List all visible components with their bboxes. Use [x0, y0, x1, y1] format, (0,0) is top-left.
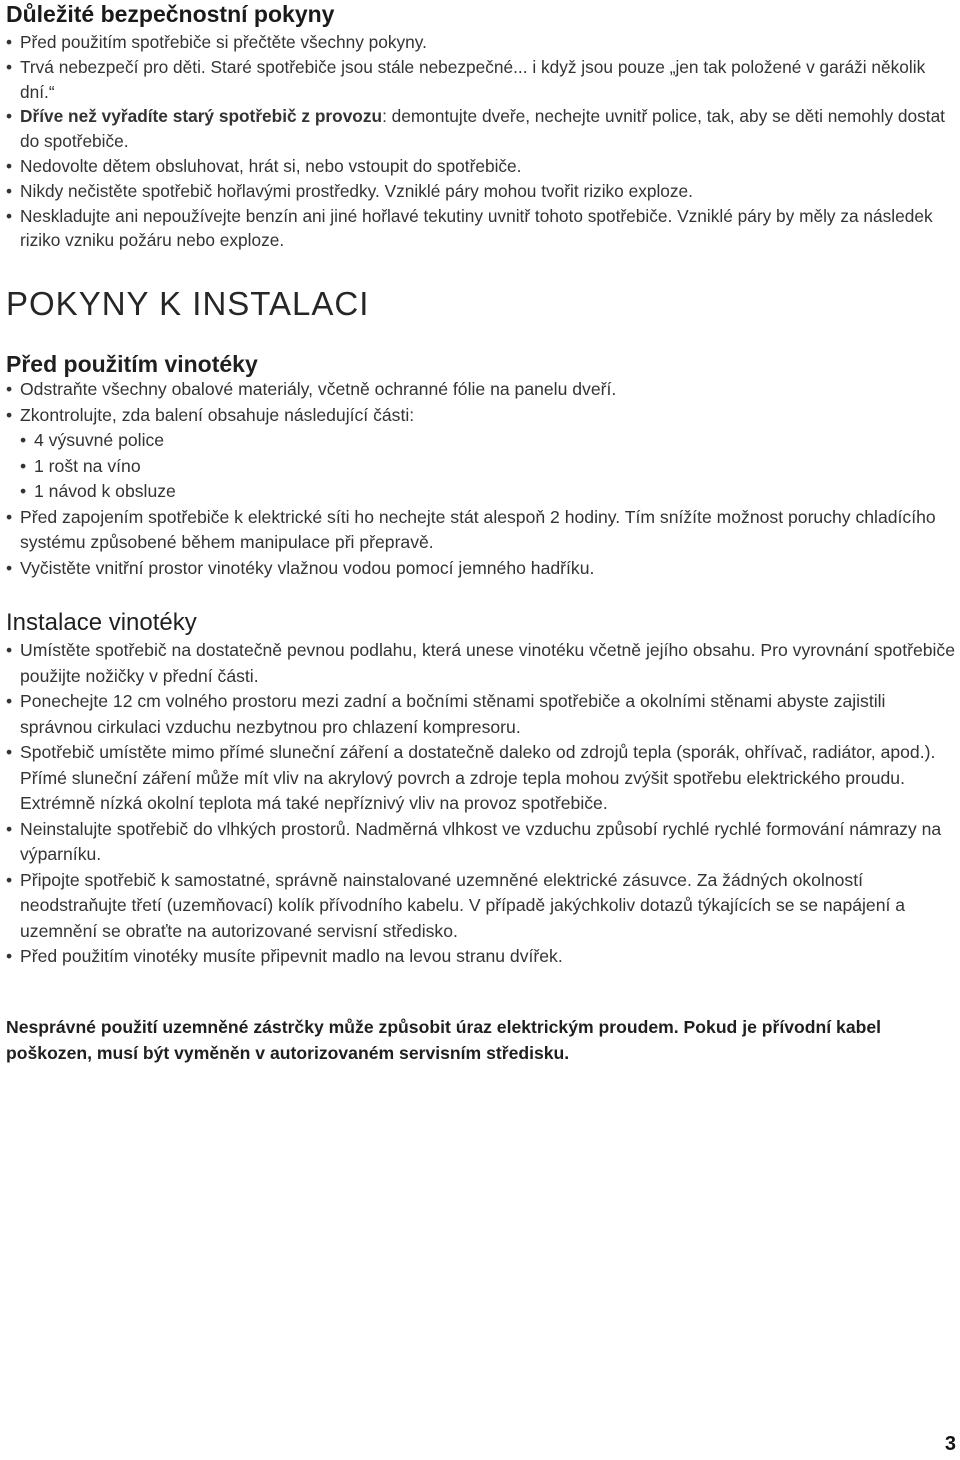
- safety-item-no-flammable-storage: • Neskladujte ani nepoužívejte benzín ani jiné hořlavé tekutiny uvnitř tohoto spotřebiče. Vzniklé páry by měly za následek riziko vzniku požáru nebo exploze.: [6, 204, 956, 254]
- disposal-lead: Dříve než vyřadíte starý spotřebič z provozu: [20, 106, 383, 127]
- part-item: • 1 návod k obsluze: [20, 479, 956, 505]
- safety-item-no-children: • Nedovolte dětem obsluhovat, hrát si, nebo vstoupit do spotřebiče.: [6, 154, 956, 179]
- safety-item-disposal: [6, 104, 956, 154]
- before-use-heading: Před použitím vinotéky: [6, 351, 258, 377]
- before-use-check-parts: • Zkontrolujte, zda balení obsahuje následující části:: [6, 403, 956, 429]
- installation-item-handle: • Před použitím vinotéky musíte připevnit madlo na levou stranu dvířek.: [6, 944, 956, 970]
- installation-item-sunlight: • Spotřebič umístěte mimo přímé sluneční záření a dostatečně daleko od zdrojů tepla (sporák, ohřívač, radiátor, apod.). Přímé sluneční záření může mít vliv na akrylový povrch a zdroje tepla mohou zvýšit spotřebu elektrického proudu. Extrémně nízká okolní teplota má také nepříznivý vliv na provoz spotřebiče.: [6, 740, 956, 817]
- installation-item-floor: • Umístěte spotřebič na dostatečně pevnou podlahu, která unese vinotéku včetně jejího obsahu. Pro vyrovnání spotřebiče použijte nožičky v přední části.: [6, 638, 956, 689]
- installation-item-humidity: • Neinstalujte spotřebič do vlhkých prostorů. Nadměrná vlhkost ve vzduchu způsobí rychlé rychlé formování námrazy na výparníku.: [6, 817, 956, 868]
- page-number: 3: [944, 1433, 956, 1455]
- installation-heading: Instalace vinotéky: [6, 609, 197, 636]
- before-use-wait: • Před zapojením spotřebiče k elektrické síti ho nechejte stát alespoň 2 hodiny. Tím snížíte možnost poruchy chladícího systému způsobené během manipulace při přepravě.: [6, 505, 956, 556]
- safety-heading: Důležité bezpečnostní pokyny: [6, 1, 335, 27]
- safety-item-read-instructions: • Před použitím spotřebiče si přečtěte všechny pokyny.: [6, 30, 956, 55]
- grounding-warning: Nesprávné použití uzemněné zástrčky může způsobit úraz elektrickým proudem. Pokud je přívodní kabel poškozen, musí být vyměněn v autorizovaném servisním středisku.: [6, 1017, 882, 1063]
- part-item: • 1 rošt na víno: [20, 454, 956, 480]
- part-item: • 4 výsuvné police: [20, 428, 956, 454]
- before-use-remove-packaging: • Odstraňte všechny obalové materiály, včetně ochranné fólie na panelu dveří.: [6, 377, 956, 403]
- installation-list: [6, 638, 956, 970]
- installation-item-clearance: • Ponechejte 12 cm volného prostoru mezi zadní a bočními stěnami spotřebiče a okolními stěnami abyste zajistili správnou cirkulaci vzduchu nezbytnou pro chlazení kompresoru.: [6, 689, 956, 740]
- safety-list: [6, 30, 956, 253]
- installation-item-grounding: • Připojte spotřebič k samostatné, správně nainstalované uzemněné elektrické zásuvce. Za žádných okolností neodstraňujte třetí (uzemňovací) kolík přívodního kabelu. V případě jakýchkoliv dotazů týkajících se se napájení a uzemnění se obraťte na autorizované servisní středisko.: [6, 868, 956, 945]
- before-use-clean: • Vyčistěte vnitřní prostor vinotéky vlažnou vodou pomocí jemného hadříku.: [6, 556, 956, 582]
- before-use-list: [6, 377, 956, 581]
- install-instructions-title: POKYNY K INSTALACI: [6, 285, 370, 322]
- disposal-text: : demontujte dveře, nechejte uvnitř police, tak, aby se děti nemohly dostat do spotřebiče.: [20, 106, 945, 152]
- safety-item-child-danger: • Trvá nebezpečí pro děti. Staré spotřebiče jsou stále nebezpečné... i když jsou pouze „jen tak položené v garáži několik dní.“: [6, 55, 956, 105]
- safety-item-no-flammable-cleaners: • Nikdy nečistěte spotřebič hořlavými prostředky. Vzniklé páry mohou tvořit riziko exploze.: [6, 179, 956, 204]
